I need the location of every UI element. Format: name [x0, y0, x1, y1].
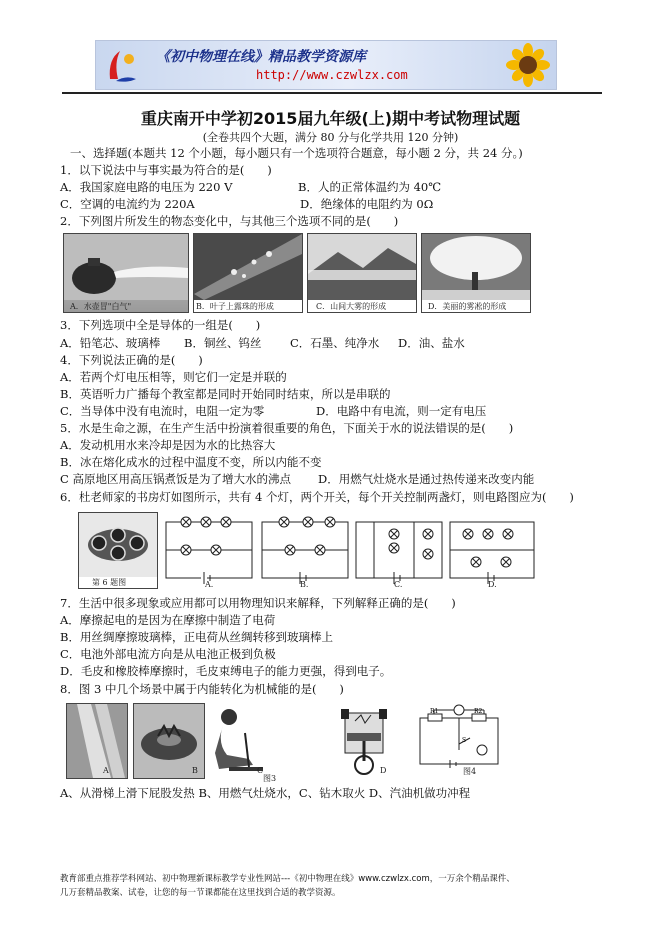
q1-option-a: A．我国家庭电路的电压为 220 V — [60, 180, 233, 194]
q7-option-b: B．用丝绸摩擦玻璃棒，正电荷从丝绸转移到玻璃棒上 — [60, 630, 333, 644]
kettle-steam-image — [64, 234, 188, 300]
q3-option-a: A．铅笔芯、玻璃棒 — [60, 336, 161, 350]
q4-option-a: A．若两个灯电压相等，则它们一定是并联的 — [60, 370, 287, 384]
q6-label-c: C. — [394, 580, 403, 589]
s-label: S — [462, 737, 467, 744]
q6-label-d: D. — [488, 580, 497, 589]
q1-option-c: C．空调的电流约为 220A — [60, 197, 195, 211]
engine-stroke-diagram — [325, 703, 403, 777]
q1-option-d: D．绝缘体的电阻约为 0Ω — [300, 197, 434, 211]
q6-label-b: B. — [300, 580, 309, 589]
banner-title: 《初中物理在线》精品教学资源库 — [156, 49, 366, 65]
q8-label-d: D — [380, 766, 387, 775]
q1-stem: 1．以下说法中与事实最为符合的是( ) — [60, 163, 272, 177]
footer-line-1: 教育部重点推荐学科网站、初中物理新课标教学专业性网站---《初中物理在线》www.czwlzx.com，一万余个精品课件、 — [60, 874, 515, 884]
q8-stem: 8．图 3 中几个场景中属于内能转化为机械能的是( ) — [60, 682, 344, 696]
sunflower-image — [506, 43, 550, 87]
q5-option-c: C 高原地区用高压锅煮饭是为了增大水的沸点 — [60, 472, 291, 486]
q2-caption-b: B．叶子上露珠的形成 — [196, 302, 274, 311]
mountain-fog-image — [308, 234, 416, 300]
q7-option-c: C．电池外部电流方向是从电池正极到负极 — [60, 647, 276, 661]
q3-option-b: B．铜丝、钨丝 — [184, 336, 262, 350]
q4-option-d: D．电路中有电流，则一定有电压 — [316, 404, 487, 418]
q8-options: A、从滑梯上滑下屁股发热 B、用燃气灶烧水，C、钻木取火 D、汽油机做功冲程 — [60, 786, 471, 800]
engine-figure — [325, 703, 403, 777]
r1-label: R1 — [430, 708, 439, 715]
circuit-b — [262, 522, 348, 584]
ceiling-lamp-image — [79, 513, 157, 577]
leaf-dew-image — [194, 234, 302, 300]
q3-stem: 3．下列选项中全是导体的一组是( ) — [60, 318, 261, 332]
slide-image — [67, 704, 127, 778]
section1-heading: 一、选择题(本题共 12 个小题，每小题只有一个选项符合题意，每小题 2 分，共 24 分。) — [70, 146, 523, 160]
q4-option-b: B．英语听力广播每个教室都是同时开始同时结束，所以是串联的 — [60, 387, 391, 401]
rime-tree-image — [422, 234, 530, 300]
footer-line-2: 几万套精品教案、试卷，让您的每一节课都能在这里找到合适的教学资源。 — [60, 888, 341, 898]
q7-option-a: A．摩擦起电的是因为在摩擦中制造了电荷 — [60, 613, 276, 627]
q5-option-a: A．发动机用水来冷却是因为水的比热容大 — [60, 438, 276, 452]
banner-url[interactable]: http://www.czwlzx.com — [256, 68, 408, 82]
q7-stem: 7．生活中很多现象或应用都可以用物理知识来解释，下列解释正确的是( ) — [60, 596, 456, 610]
q4-stem: 4．下列说法正确的是( ) — [60, 353, 203, 367]
wood-drilling-image — [209, 703, 264, 777]
q6-label-a: A. — [205, 580, 214, 589]
q7-option-d: D．毛皮和橡胶棒摩擦时，毛皮束缚电子的能力更强，得到电子。 — [60, 664, 392, 678]
q5-option-d: D．用燃气灶烧水是通过热传递来改变内能 — [318, 472, 535, 486]
q8-label-c: C — [257, 766, 264, 775]
paper-subtitle: (全卷共四个大题，满分 80 分与化学共用 120 分钟) — [202, 131, 459, 144]
q8-figure3-caption: 图3 — [263, 774, 277, 783]
q2-caption-d: D．美丽的雾凇的形成 — [428, 302, 507, 311]
slide-photo — [66, 703, 128, 779]
q4-option-c: C．当导体中没有电流时，电阻一定为零 — [60, 404, 265, 418]
q8-label-b: B — [192, 766, 198, 775]
q3-option-c: C．石墨、纯净水 — [290, 336, 380, 350]
site-banner — [95, 40, 557, 90]
q5-stem: 5．水是生命之源，在生产生活中扮演着很重要的角色，下面关于水的说法错误的是( ) — [60, 421, 514, 435]
page-footer — [60, 872, 515, 900]
q2-stem: 2．下列图片所发生的物态变化中，与其他三个选项不同的是( ) — [60, 214, 399, 228]
q3-option-d: D．油、盐水 — [398, 336, 465, 350]
header-rule — [62, 92, 602, 94]
q2-caption-a: A．水壶冒"白气" — [70, 302, 132, 311]
r2-label: R2 — [474, 708, 483, 715]
q6-figure-caption: 第 6 题图 — [92, 578, 127, 587]
q8-label-a: A — [103, 766, 109, 775]
q6-stem: 6．杜老师家的书房灯如图所示，共有 4 个灯，两个开关，每个开关控制两盏灯，则电路图应为( ) — [60, 490, 574, 504]
q6-circuit-options — [164, 514, 536, 590]
site-logo — [102, 45, 142, 85]
q1-option-b: B．人的正常体温约为 40℃ — [298, 180, 442, 194]
q2-caption-c: C．山间大雾的形成 — [316, 302, 387, 311]
paper-title: 重庆南开中学初2015届九年级(上)期中考试物理试题 — [140, 109, 521, 128]
drill-fire-figure — [209, 703, 264, 777]
figure4-circuit — [414, 704, 504, 774]
q8-figure4-caption: 图4 — [463, 767, 477, 776]
q5-option-b: B．冰在熔化成水的过程中温度不变，所以内能不变 — [60, 455, 322, 469]
circuit-a — [166, 522, 252, 584]
